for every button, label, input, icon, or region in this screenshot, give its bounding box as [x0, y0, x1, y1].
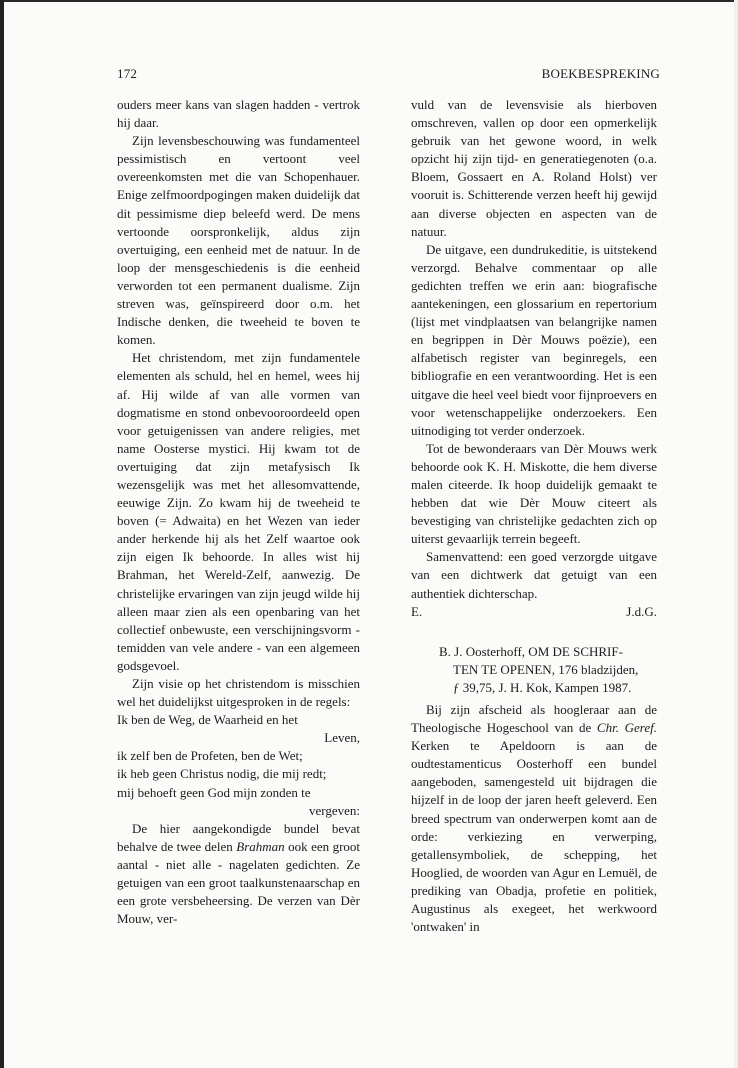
running-head: BOEKBESPREKING: [541, 66, 660, 81]
review-heading: [439, 643, 657, 697]
verse-line: ik zelf ben de Profeten, ben de Wet;: [117, 748, 303, 764]
verse-line: mij behoeft geen God mijn zonden te: [117, 784, 311, 800]
text-run: Kerken te Apeldoorn is aan de oudtestamenticus Oosterhoff een bundel aangeboden, samengesteld uit bijdragen die hijzelf in de loop der jaren heeft geleverd. Een breed spectrum van onderwerpen komt aan de orde: verkiezing en verwerping, getallensymboliek, de schepping, het Hooglied, de woorden van Agur en Lemuël, de prediking van Obadja, profetie en politiek, Augustinus als exegeet, het werkwoord 'ontwaken' in: [411, 738, 657, 935]
paragraph: [117, 820, 360, 929]
paragraph: Samenvattend: een goed verzorgde uitgave van een dichtwerk dat getuigt van een authentiek dichterschap.: [411, 549, 657, 601]
paragraph: vuld van de levensvisie als hierboven omschreven, vallen op door een opmerkelijk gebruik van het gewone woord, in welk opzicht hij zijn tijd- en generatiegenoten (o.a. Bloem, Gossaert en A. Roland Holst) ver vooruit is. Schitterende verzen heeft hij gewijd aan diverse objecten en aspecten van de natuur.: [411, 97, 657, 239]
paragraph: Zijn visie op het christendom is misschien wel het duidelijkst uitgesproken in de regels:: [117, 676, 360, 710]
verse-line: Ik ben de Weg, de Waarheid en het: [117, 712, 298, 728]
signature-initial: E.: [411, 603, 423, 619]
scan-edge-left: [0, 0, 4, 1068]
verse-line: vergeven:: [308, 802, 360, 818]
paragraph: [411, 701, 657, 936]
book-title: Brahman: [236, 838, 285, 854]
right-column: [411, 96, 657, 936]
text-run: ook een groot aantal - niet alle - nagelaten gedichten. Ze getuigen van een groot taalkunstenaarschap en een grote versbeheersing. De verzen van Dèr Mouw, ver-: [117, 838, 361, 927]
paragraph: ouders meer kans van slagen hadden - vertrok hij daar.: [117, 97, 360, 131]
left-column: [117, 96, 360, 928]
review-heading-line: TEN TE OPENEN, 176 bladzijden,: [453, 661, 639, 677]
church-name: Chr. Geref.: [596, 720, 657, 736]
paragraph: Zijn levensbeschouwing was fundamenteel pessimistisch en vertoont veel overeenkomsten met die van Schopenhauer. Enige zelfmoordpogingen maken duidelijk dat dit pessimisme diep beleefd werd. De mens vertoonde oorspronkelijk, aldus zijn overtuiging, een eenheid met de natuur. In de loop der mensgeschiedenis is die eenheid verworden tot een permanent dualisme. Zijn streven was, geïnspireerd door o.m. het Indische denken, die tweeheid te boven te komen.: [117, 133, 360, 348]
paragraph: Tot de bewonderaars van Dèr Mouws werk behoorde ook K. H. Miskotte, die hem diverse malen citeerde. Ik hoop duidelijk gemaakt te hebben dat wie Dèr Mouw citeert als bevestiging van christelijke gedachten zich op uiterst gevaarlijk terrein begeeft.: [411, 440, 657, 547]
paragraph: Het christendom, met zijn fundamentele elementen als schuld, hel en hemel, wees hij af. Hij wilde af van alle vormen van dogmatisme en stond onbevooroordeeld open voor getuigenissen van andere religies, met name Oosterse mystici. Hij kwam tot de overtuiging dat zijn metafysisch Ik wezensgelijk was met het allesomvattende, eeuwige Zijn. Zo kwam hij de tweeheid te boven (= Adwaita) en het Wezen van ieder ander herkende hij als het Zelf waartoe ook zijn eigen Ik behoorde. In alles wist hij Brahman, het Wereld-Zelf, aanwezig. De christelijke ervaringen van zijn jeugd wilde hij alleen maar zien als een openbaring van het collectief onbewuste, een verschijningsvorm - temidden van vele andere - van een algemeen godsgevoel.: [117, 350, 360, 673]
text-run: De hier aangekondigde bundel bevat behalve de twee delen: [117, 820, 360, 854]
review-heading-line: ƒ 39,75, J. H. Kok, Kampen 1987.: [453, 679, 632, 695]
verse-line: Leven,: [324, 730, 360, 746]
signature-author: J.d.G.: [626, 603, 657, 619]
scan-edge-top: [0, 0, 738, 2]
review-heading-line: B. J. Oosterhoff, OM DE SCHRIF-: [439, 643, 623, 659]
quoted-verse: [117, 711, 360, 820]
text-run: Bij zijn afscheid als hoogleraar aan de Theologische Hogeschool van de: [411, 702, 657, 736]
page-header: [117, 66, 660, 82]
verse-line: ik heb geen Christus nodig, die mij redt;: [117, 766, 327, 782]
signature-line: [411, 603, 657, 621]
paragraph: De uitgave, een dundrukeditie, is uitstekend verzorgd. Behalve commentaar op alle gedichten treffen we erin aan: biografische aantekeningen, een glossarium en repertorium (lijst met vindplaatsen van belangrijke namen en begrippen in Dèr Mouws poëzie), een alfabetisch register van beginregels, een bibliografie en een verantwoording. Het is een uitgave die heel veel biedt voor fijnproevers en voor wetenschappelijke onderzoekers. Een uitnodiging tot verder onderzoek.: [411, 241, 657, 438]
page-number: 172: [117, 66, 138, 81]
scan-edge-right: [734, 0, 738, 1068]
